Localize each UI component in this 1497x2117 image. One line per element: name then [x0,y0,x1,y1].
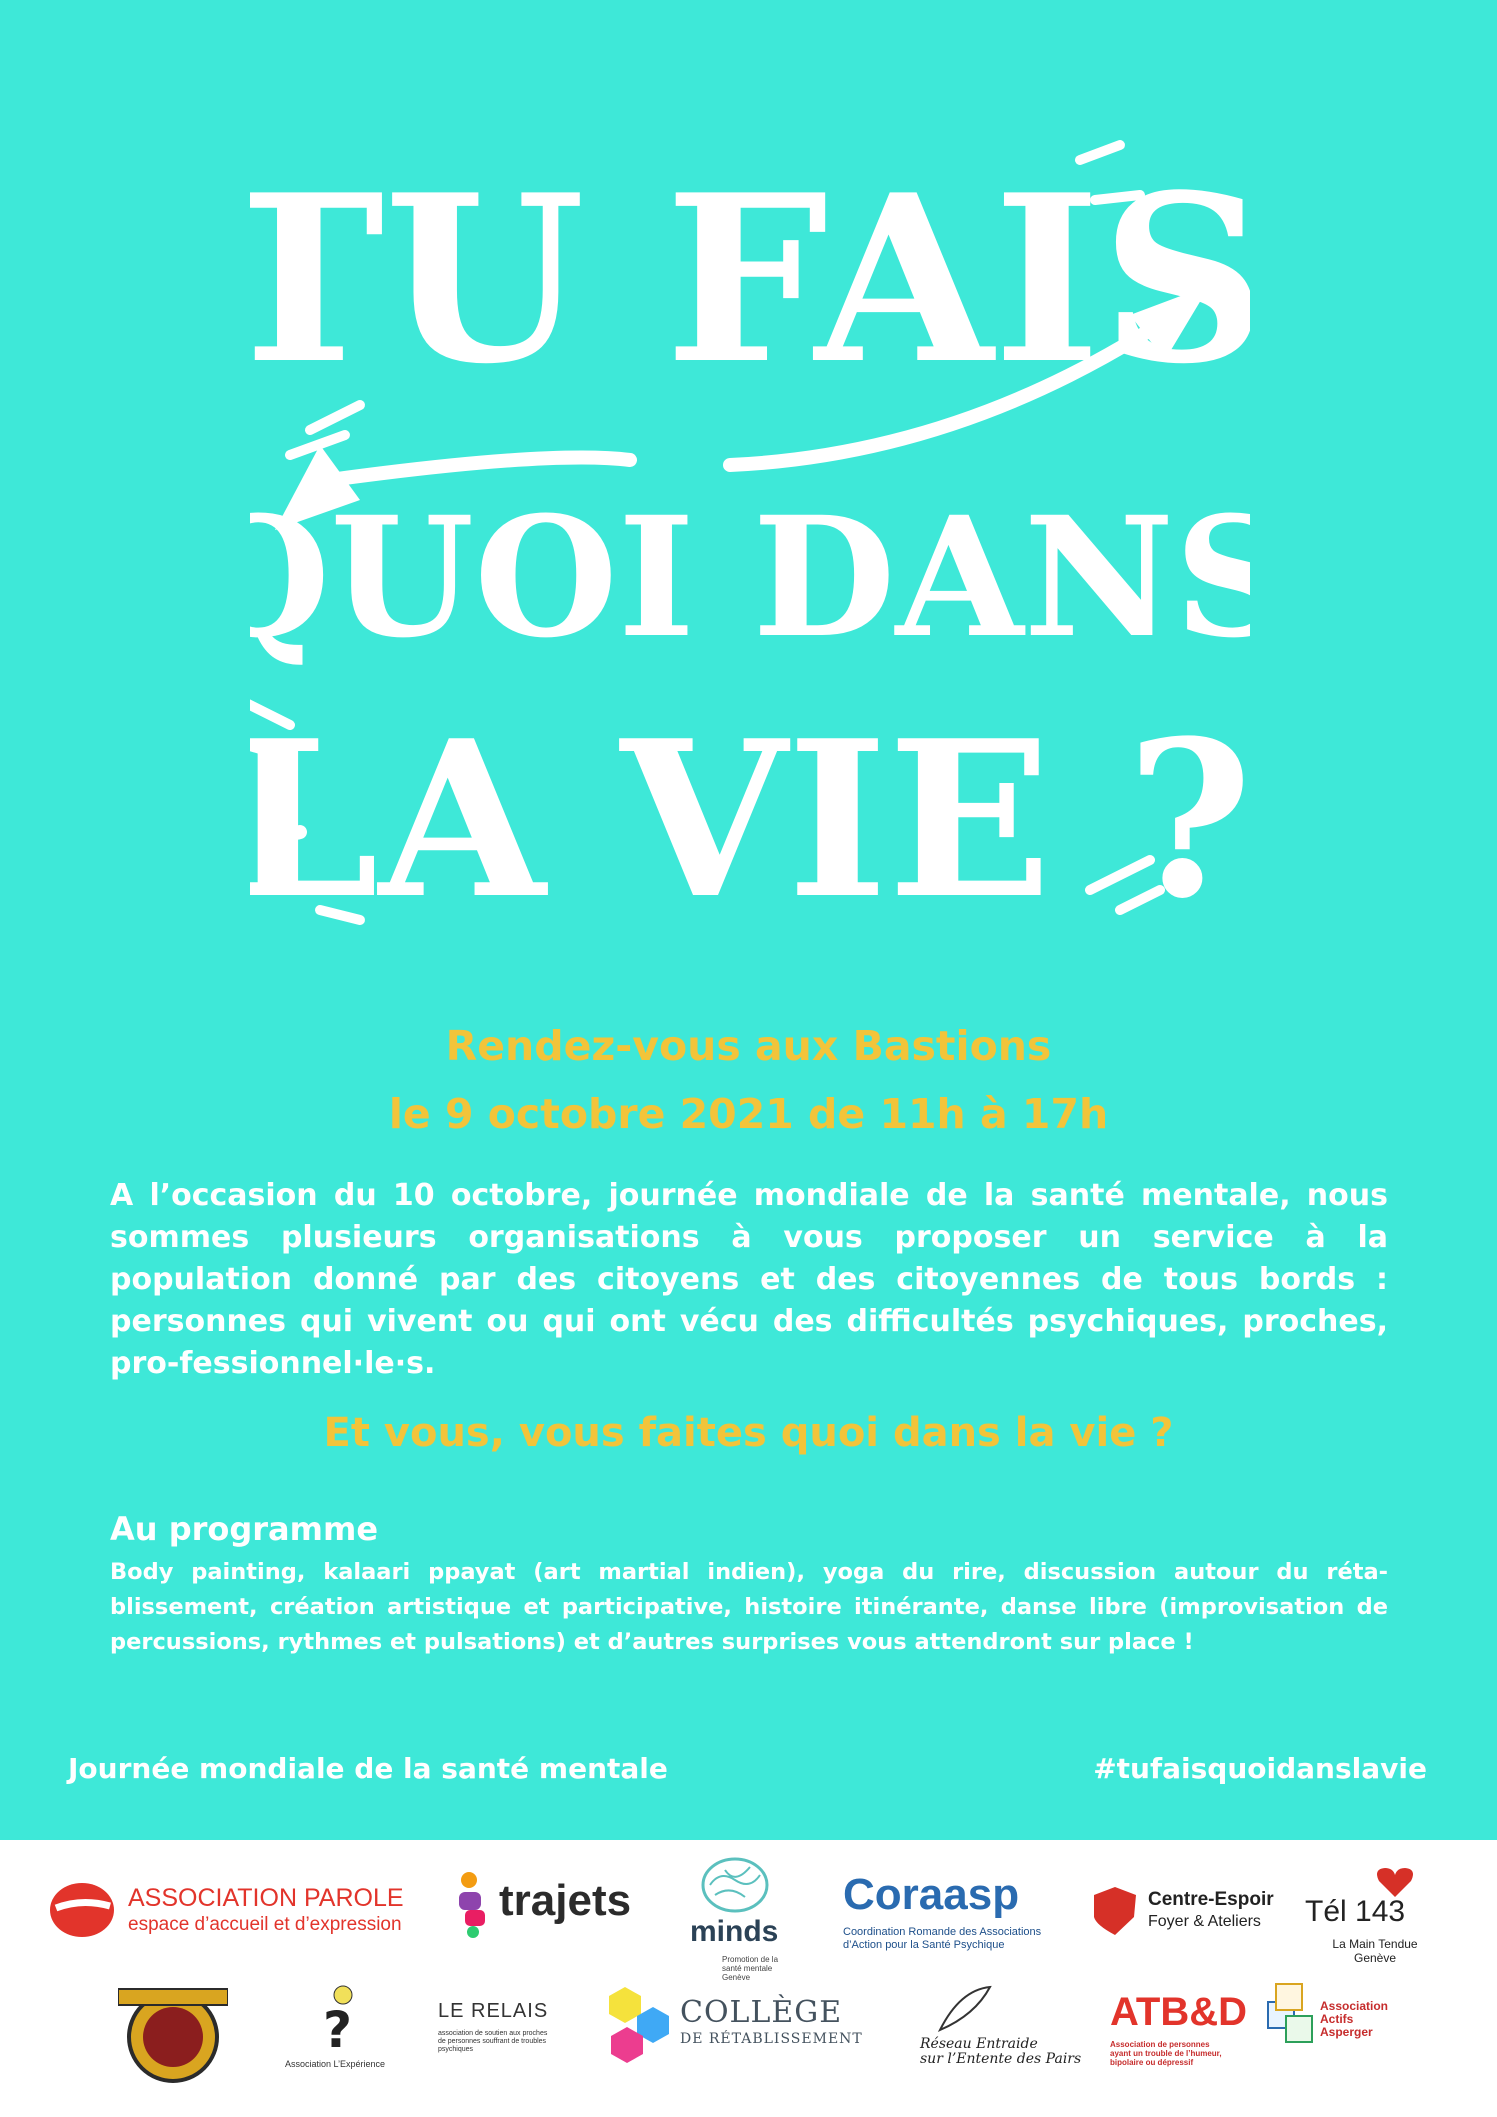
headline-line-3: LA VIE ? [250,693,1250,946]
hexagons-icon [605,1985,675,2065]
relais-subtitle: association de soutien aux proches de personnes souffrant de troubles psychiques [438,2030,548,2053]
parole-subtitle: espace d’accueil et d’expression [128,1914,402,1935]
reseau-line-2: sur l’Entente des Pairs [920,2051,1082,2067]
college-title: COLLÈGE [680,1995,843,2030]
coraasp-subtitle: Coordination Romande des Associations d’Action pour la Santé Psychique [843,1926,1042,1951]
question-line: Et vous, vous faites quoi dans la vie ? [323,1410,1174,1456]
footer-day-label: Journée mondiale de la santé mentale [68,1752,668,1785]
espoir-subtitle: Foyer & Ateliers [1148,1913,1261,1930]
reseau-line-1: Réseau Entraide [920,2036,1038,2052]
shield-icon [1090,1885,1140,1935]
brain-icon [700,1855,770,1915]
question-mark-icon [305,1985,365,2055]
headline-line-1: TU FAIS [250,145,1250,415]
headline-line-2: QUOI DANS [250,480,1250,674]
tel-subtitle-city: Genève [1353,1951,1397,1965]
cubes-icon [1262,1980,1318,2050]
heart-icon [1375,1865,1415,1899]
programme-title: Au programme [110,1510,379,1548]
espoir-title: Centre-Espoir [1148,1889,1274,1910]
coraasp-wordmark: Coraasp [843,1870,1020,1919]
experience-label: Association L’Expérience [285,2059,386,2069]
atbd-wordmark: ATB&D [1110,1990,1248,2034]
footer-hashtag[interactable]: #tufaisquoidanslavie [1093,1752,1427,1785]
logo-anti-depresseurs [118,1985,228,2090]
anti-depresseurs-badge-icon [118,1985,228,2085]
headline-art [250,60,1250,960]
minds-wordmark: minds [690,1915,779,1948]
headline-lettering [250,60,1250,960]
feather-icon [930,1985,1000,2035]
college-subtitle: DE RÉTABLISSEMENT [680,2031,863,2047]
svg-text:?: ? [323,2001,353,2055]
intro-paragraph: A l’occasion du 10 octobre, journée mondiale de la santé mentale, nous sommes plusieurs organisations à vous proposer un service à la population donné par des citoyens et des citoyennes de tous bords : personnes qui vivent ou qui ont vécu des difficultés psychiques, proches, pro-fessionnel·le·s. [110,1178,1388,1381]
minds-subtitle: Promotion de la santé mentale Genève [722,1955,779,1982]
relais-wordmark: LE RELAIS [438,2000,549,2022]
parole-title: ASSOCIATION PAROLE [128,1884,404,1912]
asperger-label: Association Actifs Asperger [1320,1999,1389,2039]
programme-body: Body painting, kalaari ppayat (art martial indien), yoga du rire, discussion autour du réta-blissement, création artistique et participative, histoire itinérante, danse libre (improvisation de percussions, rythmes et pulsations) et d’autres surprises vous attendront sur place ! [110,1559,1388,1655]
parole-mark-icon [48,1880,120,1940]
atbd-subtitle: Association de personnes ayant un trouble de l’humeur, bipolaire ou dépressif [1110,2040,1222,2067]
trajets-mark-icon [455,1870,495,1940]
swash-left [330,458,630,481]
trajets-wordmark: trajets [499,1876,632,1925]
event-location: Rendez-vous aux Bastions [445,1022,1052,1070]
tel-subtitle: La Main Tendue [1332,1937,1418,1951]
event-date: le 9 octobre 2021 de 11h à 17h [388,1090,1109,1138]
tel-wordmark: Tél 143 [1305,1895,1406,1928]
